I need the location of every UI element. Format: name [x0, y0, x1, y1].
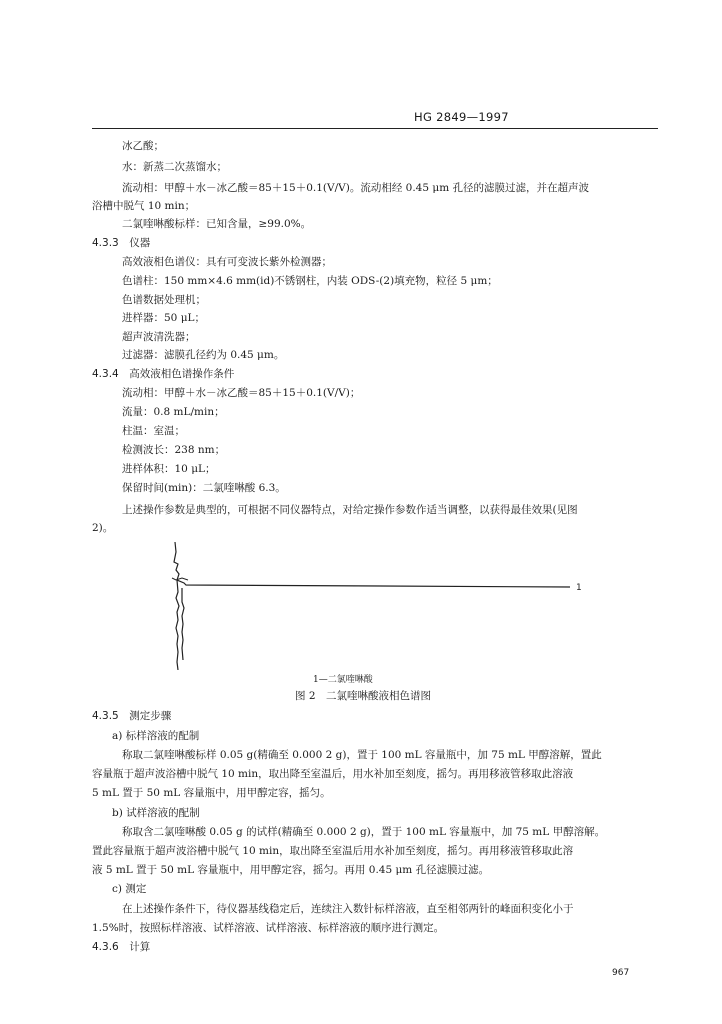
- text-line: 高效液相色谱仪：具有可变波长紫外检测器；: [122, 256, 332, 268]
- figure-legend: 1—二氯喹啉酸: [313, 675, 373, 685]
- text-line: 浴槽中脱气 10 min；: [92, 200, 196, 212]
- chromatogram-figure: [160, 540, 590, 670]
- section-heading-4-3-5: 4.3.5 测定步骤: [92, 710, 172, 722]
- text-line: 5 mL 置于 50 mL 容量瓶中，用甲醇定容，摇匀。: [92, 787, 331, 799]
- standard-code: HG 2849—1997: [414, 110, 509, 124]
- text-line: 超声波清洗器；: [122, 331, 196, 343]
- text-line: 进样体积：10 μL；: [122, 463, 216, 475]
- text-line: 冰乙酸；: [122, 140, 164, 152]
- text-line: 进样器：50 μL；: [122, 312, 205, 324]
- peak-label: 1: [576, 583, 582, 593]
- text-line: 检测波长：238 nm；: [122, 444, 226, 456]
- page-number: 967: [612, 968, 630, 978]
- text-line: 1.5%时，按照标样溶液、试样溶液、试样溶液、标样溶液的顺序进行测定。: [92, 922, 445, 934]
- subsection-title-c: c) 测定: [112, 883, 147, 895]
- text-line: 置此容量瓶于超声波浴槽中脱气 10 min，取出降至室温后用水补加至刻度，摇匀。再用移液管移取此溶: [92, 845, 574, 857]
- text-line: 流动相：甲醇＋水－冰乙酸＝85＋15＋0.1(V/V)。流动相经 0.45 μm 孔径的滤膜过滤，并在超声波: [122, 182, 589, 194]
- text-line: 水：新蒸二次蒸馏水；: [122, 161, 227, 173]
- text-line: 流量：0.8 mL/min；: [122, 406, 225, 418]
- text-line: 柱温：室温；: [122, 425, 185, 437]
- text-line: 二氯喹啉酸标样：已知含量，≥99.0%。: [122, 218, 312, 230]
- chromatogram-trace: [174, 542, 570, 670]
- section-heading-4-3-6: 4.3.6 计算: [92, 941, 151, 953]
- section-heading-4-3-3: 4.3.3 仪器: [92, 237, 151, 249]
- text-line: 色谱柱：150 mm×4.6 mm(id)不锈钢柱，内装 ODS-(2)填充物，粒径 5 μm；: [122, 275, 498, 287]
- text-line: 2)。: [92, 522, 114, 534]
- text-line: 流动相：甲醇＋水－冰乙酸＝85＋15＋0.1(V/V)；: [122, 387, 361, 399]
- subsection-title-b: b) 试样溶液的配制: [112, 807, 200, 819]
- text-line: 上述操作参数是典型的，可根据不同仪器特点，对给定操作参数作适当调整，以获得最佳效果(见图: [122, 504, 578, 516]
- text-line: 称取二氯喹啉酸标样 0.05 g(精确至 0.000 2 g)，置于 100 mL 容量瓶中，加 75 mL 甲醇溶解，置此: [122, 749, 602, 761]
- text-line: 容量瓶于超声波浴槽中脱气 10 min，取出降至室温后，用水补加至刻度，摇匀。再用移液管移取此溶液: [92, 768, 574, 780]
- subsection-title-a: a) 标样溶液的配制: [112, 730, 200, 742]
- chromatogram-peak: [172, 578, 188, 580]
- text-line: 称取含二氯喹啉酸 0.05 g 的试样(精确至 0.000 2 g)，置于 100 mL 容量瓶中，加 75 mL 甲醇溶解。: [122, 826, 606, 838]
- section-heading-4-3-4: 4.3.4 高效液相色谱操作条件: [92, 368, 235, 380]
- text-line: 液 5 mL 置于 50 mL 容量瓶中，用甲醇定容，摇匀。再用 0.45 μm 孔径滤膜过滤。: [92, 864, 490, 876]
- page-header: [92, 106, 658, 129]
- text-line: 保留时间(min)：二氯喹啉酸 6.3。: [122, 482, 286, 494]
- text-line: 在上述操作条件下，待仪器基线稳定后，连续注入数针标样溶液，直至相邻两针的峰面积变化小于: [122, 903, 574, 915]
- text-line: 过滤器：滤膜孔径约为 0.45 μm。: [122, 349, 285, 361]
- text-line: 色谱数据处理机；: [122, 294, 206, 306]
- figure-caption: 图 2 二氯喹啉酸液相色谱图: [295, 690, 432, 702]
